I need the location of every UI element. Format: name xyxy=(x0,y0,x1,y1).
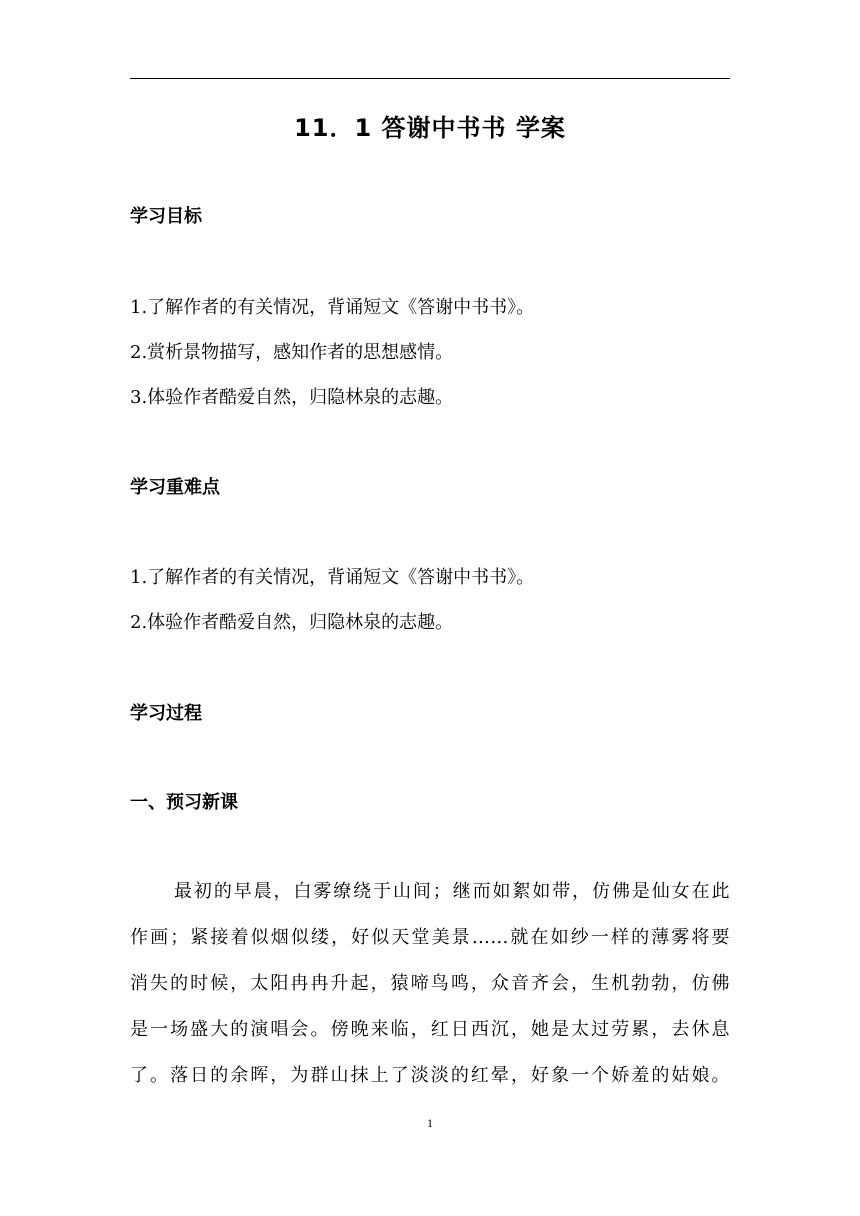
objective-item-3: 3.体验作者酷爱自然，归隐林泉的志趣。 xyxy=(130,387,454,408)
key-point-item-1: 1.了解作者的有关情况，背诵短文《答谢中书书》。 xyxy=(130,567,535,588)
preview-passage xyxy=(130,876,730,1106)
process-heading: 学习过程 xyxy=(130,703,202,724)
document-title: 11．1 答谢中书书 学案 xyxy=(294,114,566,142)
key-point-item-2: 2.体验作者酷爱自然，归隐林泉的志趣。 xyxy=(130,612,454,633)
header-rule xyxy=(130,78,730,79)
key-points-heading: 学习重难点 xyxy=(130,477,220,498)
page-number: 1 xyxy=(427,1116,433,1130)
objectives-heading: 学习目标 xyxy=(130,206,202,227)
preview-heading: 一、预习新课 xyxy=(130,792,238,813)
passage-line-1: 最初的早晨，白雾缭绕于山间；继而如絮如带，仿佛是仙女在此 xyxy=(174,881,730,902)
passage-line-3: 消失的时候，太阳冉冉升起，猿啼鸟鸣，众音齐会，生机勃勃，仿佛 xyxy=(130,973,730,994)
passage-line-2: 作画；紧接着似烟似缕，好似天堂美景……就在如纱一样的薄雾将要 xyxy=(130,927,730,948)
objective-item-1: 1.了解作者的有关情况，背诵短文《答谢中书书》。 xyxy=(130,297,535,318)
objective-item-2: 2.赏析景物描写，感知作者的思想感情。 xyxy=(130,342,454,363)
passage-line-5: 了。落日的余晖，为群山抹上了淡淡的红晕，好象一个娇羞的姑娘。 xyxy=(130,1065,730,1086)
passage-line-4: 是一场盛大的演唱会。傍晚来临，红日西沉，她是太过劳累，去休息 xyxy=(130,1019,730,1040)
